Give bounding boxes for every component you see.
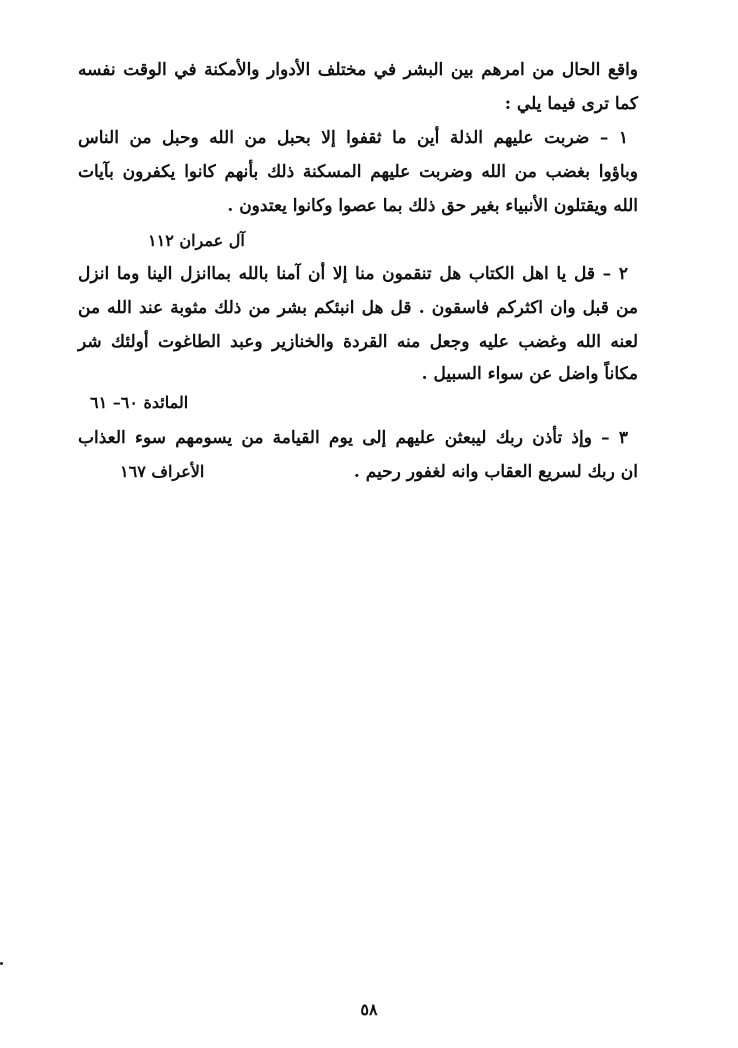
verse-3-line-1: ٣ – وإذ تأذن ربك ليبعثن عليهم إلى يوم القيامة من يسومهم سوء العذاب — [78, 428, 628, 448]
intro-line-1: واقع الحال من امرهم بين البشر في مختلف الأدوار والأمكنة في الوقت نفسه — [78, 60, 638, 80]
scan-speck — [0, 962, 3, 965]
verse-2-line-4: مكاناً واضل عن سواء السبيل . — [421, 364, 638, 384]
verse-2-line-1: ٢ – قل يا اهل الكتاب هل تنقمون منا إلا أن آمنا بالله بماانزل الينا وما انزل — [78, 264, 628, 284]
verse-2-line-3: لعنه الله وغضب عليه وجعل منه القردة والخنازير وعبد الطاغوت أولئك شر — [78, 332, 638, 352]
verse-2-reference: المائدة ٦٠– ٦١ — [90, 393, 189, 412]
verse-1-line-2: وباؤوا بغضب من الله وضربت عليهم المسكنة ذلك بأنهم كانوا يكفرون بآيات — [78, 162, 638, 182]
verse-1-line-1: ١ – ضربت عليهم الذلة أين ما ثقفوا إلا بحبل من الله وحبل من الناس — [78, 128, 628, 148]
verse-1-reference: آل عمران ١١٢ — [148, 231, 245, 250]
verse-2-line-2: من قبل وان اكثركم فاسقون . قل هل انبئكم بشر من ذلك مثوبة عند الله من — [78, 298, 638, 318]
page-number: ٥٨ — [360, 1000, 378, 1019]
verse-3-reference: الأعراف ١٦٧ — [120, 462, 205, 481]
verse-3-line-2: ان ربك لسريع العقاب وانه لغفور رحيم . — [353, 462, 638, 482]
intro-line-2: كما ترى فيما يلي : — [504, 94, 638, 114]
verse-1-line-3: الله ويقتلون الأنبياء بغير حق ذلك بما عصوا وكانوا يعتدون . — [227, 196, 638, 216]
